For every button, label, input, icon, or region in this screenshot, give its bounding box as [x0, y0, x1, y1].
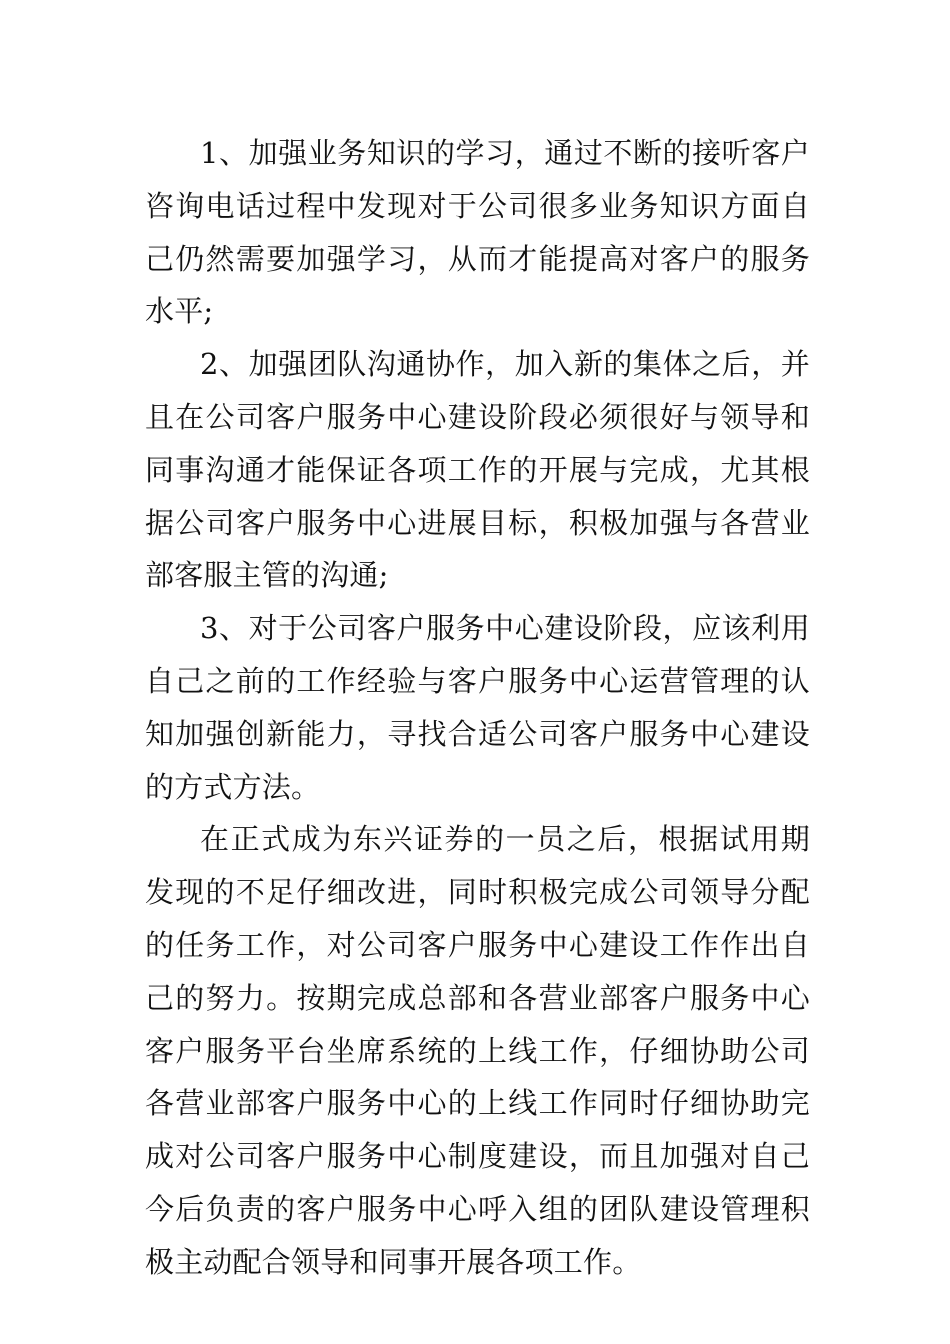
paragraph-item-2: 2、加强团队沟通协作，加入新的集体之后，并且在公司客户服务中心建设阶段必须很好与领导和同事沟通才能保证各项工作的开展与完成，尤其根据公司客户服务中心进展目标，积极加强与各营业部客服主管的沟通;	[145, 347, 810, 593]
paragraph-item-3: 3、对于公司客户服务中心建设阶段，应该利用自己之前的工作经验与客户服务中心运营管理的认知加强创新能力，寻找合适公司客户服务中心建设的方式方法。	[145, 611, 810, 804]
document-body	[145, 127, 810, 1289]
paragraph-summary: 在正式成为东兴证券的一员之后，根据试用期发现的不足仔细改进，同时积极完成公司领导分配的任务工作，对公司客户服务中心建设工作作出自己的努力。按期完成总部和各营业部客户服务中心客户服务平台坐席系统的上线工作，仔细协助公司各营业部客户服务中心的上线工作同时仔细协助完成对公司客户服务中心制度建设，而且加强对自己今后负责的客户服务中心呼入组的团队建设管理积极主动配合领导和同事开展各项工作。	[145, 822, 810, 1279]
paragraph-item-1: 1、加强业务知识的学习，通过不断的接听客户咨询电话过程中发现对于公司很多业务知识方面自己仍然需要加强学习，从而才能提高对客户的服务水平;	[145, 136, 810, 329]
